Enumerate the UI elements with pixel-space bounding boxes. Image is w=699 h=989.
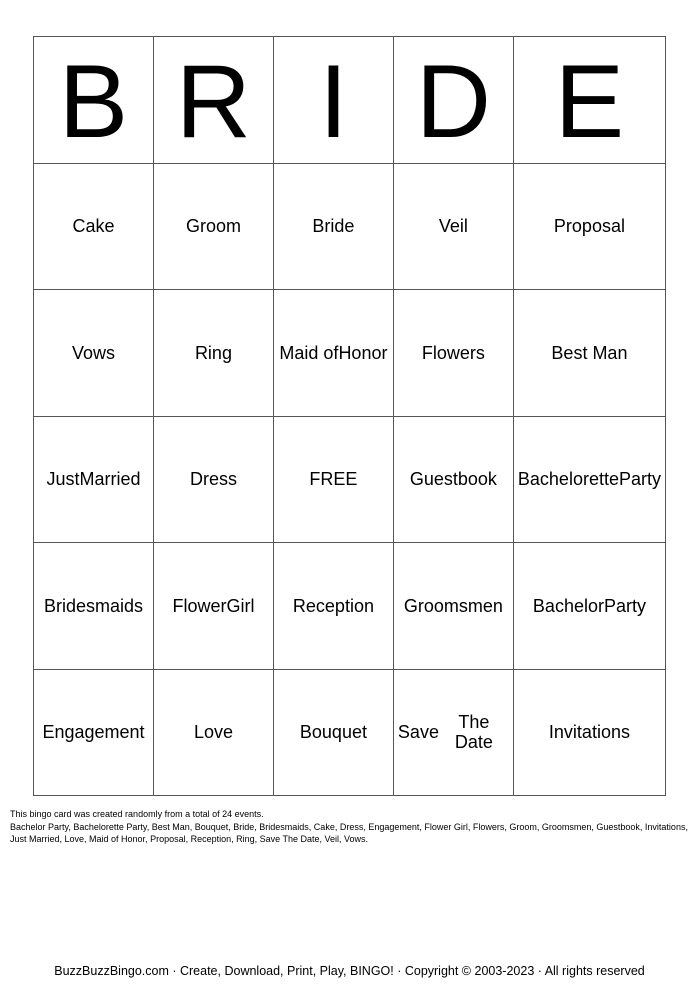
bingo-square <box>154 543 274 670</box>
bingo-square <box>154 290 274 417</box>
bingo-square-text: Reception <box>292 595 374 616</box>
bingo-square <box>274 290 394 417</box>
bingo-square-text: Bridesmaids <box>43 595 143 616</box>
bingo-square <box>274 417 394 544</box>
bingo-square-text: Just <box>46 469 80 490</box>
bingo-square-text: The Date <box>454 712 493 753</box>
bingo-square <box>34 290 154 417</box>
bingo-square <box>394 670 514 797</box>
bingo-square <box>394 290 514 417</box>
bingo-square <box>34 417 154 544</box>
bingo-square <box>34 543 154 670</box>
bingo-square-text: Groom <box>185 216 241 237</box>
bingo-square-text: Love <box>193 722 233 743</box>
header-letter-d: D <box>394 37 514 164</box>
bingo-square-text: Proposal <box>553 216 625 237</box>
bingo-square-text: Cake <box>72 216 115 237</box>
bingo-square <box>154 670 274 797</box>
bingo-square-text: Bride <box>312 216 355 237</box>
bingo-square-text: Vows <box>71 342 115 363</box>
bingo-square <box>154 164 274 291</box>
footer: BuzzBuzzBingo.com · Create, Download, Print, Play, BINGO! · Copyright © 2003-2023 · All rights reserved <box>54 964 645 978</box>
bingo-card <box>33 36 666 796</box>
bingo-square-text: Party <box>603 595 646 616</box>
header-letter-b: B <box>34 37 154 164</box>
bingo-square-text: Invitations <box>548 722 630 743</box>
bingo-square-text: Guestbook <box>409 469 497 490</box>
bingo-square-text: Groomsmen <box>403 595 503 616</box>
bingo-square <box>394 417 514 544</box>
bingo-square <box>154 417 274 544</box>
header-letter-r: R <box>154 37 274 164</box>
bingo-square <box>394 543 514 670</box>
bingo-square-text: Flowers <box>421 342 485 363</box>
bingo-square-text: Ring <box>194 342 232 363</box>
bingo-square <box>514 670 666 797</box>
bingo-square <box>514 543 666 670</box>
bingo-square <box>274 670 394 797</box>
bingo-square <box>394 164 514 291</box>
bingo-square-text: Party <box>618 469 661 490</box>
bingo-square <box>34 670 154 797</box>
bingo-square-text: Bachelorette <box>517 469 619 490</box>
card-info-intro: This bingo card was created randomly from a total of 24 events. <box>10 809 264 819</box>
bingo-square-text: Flower <box>172 595 227 616</box>
bingo-square <box>274 543 394 670</box>
bingo-square-text: Dress <box>189 469 237 490</box>
bingo-square-text: Married <box>79 469 141 490</box>
bingo-square-text: FREE <box>309 469 358 490</box>
card-info <box>10 808 690 846</box>
bingo-square-text: Save <box>397 722 439 743</box>
bingo-square-text: Engagement <box>42 722 145 743</box>
bingo-square <box>514 164 666 291</box>
bingo-square-text: Best Man <box>551 342 628 363</box>
bingo-square <box>34 164 154 291</box>
bingo-square-text: Girl <box>226 595 255 616</box>
header-letter-e: E <box>514 37 666 164</box>
card-info-events: Bachelor Party, Bachelorette Party, Best Man, Bouquet, Bride, Bridesmaids, Cake, Dress, Engagement, Flower Girl, Flowers, Groom, Groomsmen, Guestbook, Invitations, Just Married, Love, Maid of Honor, Proposal, Reception, Ring, Save The Date, Veil, Vows. <box>10 821 688 844</box>
bingo-square <box>514 417 666 544</box>
bingo-square <box>514 290 666 417</box>
bingo-square-text: Bachelor <box>532 595 604 616</box>
bingo-square-text: Bouquet <box>299 722 367 743</box>
bingo-square-text: Honor <box>338 342 388 363</box>
bingo-square-text: Maid of <box>279 342 339 363</box>
header-letter-i: I <box>274 37 394 164</box>
bingo-square <box>274 164 394 291</box>
bingo-square-text: Veil <box>438 216 468 237</box>
